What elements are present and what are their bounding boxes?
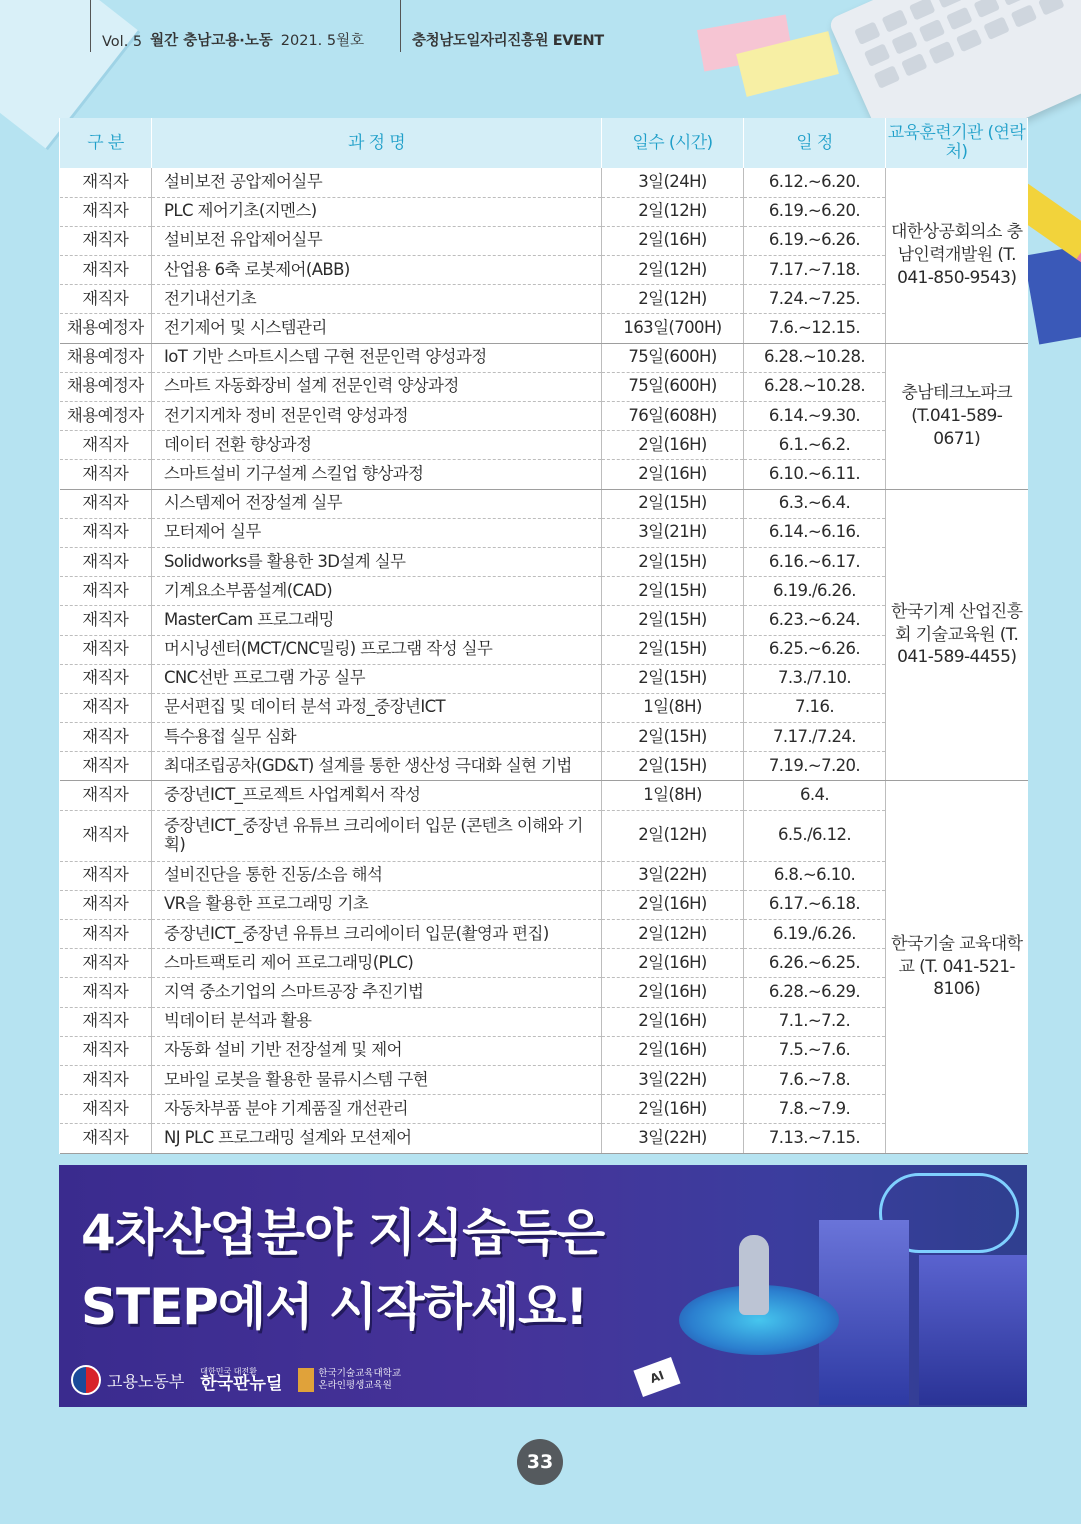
row-days: 75일(600H) <box>602 372 744 401</box>
row-course-name: 설비진단을 통한 진동/소음 해석 <box>152 861 602 890</box>
new-deal-logo-text: 한국판뉴딜 <box>200 1373 283 1394</box>
row-days: 3일(22H) <box>602 1124 744 1153</box>
header-days: 일수 (시간) <box>602 118 744 168</box>
row-days: 2일(15H) <box>602 577 744 606</box>
row-days: 3일(21H) <box>602 518 744 547</box>
row-course-name: 머시닝센터(MCT/CNC밀링) 프로그램 작성 실무 <box>152 635 602 664</box>
row-days: 2일(15H) <box>602 752 744 781</box>
row-category: 재직자 <box>60 606 152 635</box>
table-row <box>60 547 1028 576</box>
row-schedule: 6.17.~6.18. <box>744 890 886 919</box>
row-category: 재직자 <box>60 577 152 606</box>
row-schedule: 6.8.~6.10. <box>744 861 886 890</box>
row-schedule: 6.23.~6.24. <box>744 606 886 635</box>
row-course-name: CNC선반 프로그램 가공 실무 <box>152 664 602 693</box>
row-category: 채용예정자 <box>60 343 152 372</box>
row-schedule: 6.16.~6.17. <box>744 547 886 576</box>
tower-illustration <box>919 1255 1027 1405</box>
row-days: 2일(12H) <box>602 197 744 226</box>
table-row <box>60 226 1028 255</box>
header-issue: 2021. 5월호 <box>280 33 365 49</box>
banner-headline-2: STEP에서 시작하세요! <box>81 1278 588 1336</box>
page-header <box>90 0 630 72</box>
institution-contact: 한국기계 산업진흥회 기술교육원 (T. 041-589-4455) <box>886 489 1028 781</box>
row-category: 재직자 <box>60 518 152 547</box>
institution-contact: 대한상공회의소 충남인력개발원 (T. 041-850-9543) <box>886 168 1028 343</box>
institution-contact: 충남테크노파크 (T.041-589-0671) <box>886 343 1028 489</box>
row-category: 재직자 <box>60 978 152 1007</box>
table-row <box>60 256 1028 285</box>
row-schedule: 6.19./6.26. <box>744 577 886 606</box>
row-category: 채용예정자 <box>60 402 152 431</box>
row-schedule: 6.19.~6.26. <box>744 226 886 255</box>
table-row <box>60 890 1028 919</box>
institution-contact: 한국기술 교육대학교 (T. 041-521-8106) <box>886 781 1028 1153</box>
taeguk-icon <box>71 1365 101 1395</box>
row-category: 재직자 <box>60 1065 152 1094</box>
row-course-name: 스마트설비 기구설계 스킬업 향상과정 <box>152 460 602 489</box>
row-course-name: IoT 기반 스마트시스템 구현 전문인력 양성과정 <box>152 343 602 372</box>
table-header-row <box>60 118 1028 168</box>
row-days: 2일(16H) <box>602 1036 744 1065</box>
page-number: 33 <box>517 1439 563 1485</box>
row-days: 2일(16H) <box>602 1007 744 1036</box>
header-magazine: 월간 충남고용·노동 <box>150 33 273 49</box>
row-schedule: 7.17.~7.18. <box>744 256 886 285</box>
table-row <box>60 168 1028 197</box>
header-section: 충청남도일자리진흥원 EVENT <box>412 33 604 49</box>
row-category: 재직자 <box>60 635 152 664</box>
table-row <box>60 285 1028 314</box>
row-course-name: 중장년ICT_중장년 유튜브 크리에이터 입문(촬영과 편집) <box>152 920 602 949</box>
row-course-name: 산업용 6축 로봇제어(ABB) <box>152 256 602 285</box>
table-row <box>60 1007 1028 1036</box>
table-row <box>60 402 1028 431</box>
table-row <box>60 781 1028 810</box>
row-days: 3일(22H) <box>602 861 744 890</box>
row-schedule: 6.10.~6.11. <box>744 460 886 489</box>
row-category: 재직자 <box>60 285 152 314</box>
row-course-name: MasterCam 프로그래밍 <box>152 606 602 635</box>
row-days: 1일(8H) <box>602 693 744 722</box>
row-category: 재직자 <box>60 1124 152 1153</box>
row-days: 1일(8H) <box>602 781 744 810</box>
row-schedule: 6.5./6.12. <box>744 810 886 861</box>
row-course-name: 중장년ICT_프로젝트 사업계획서 작성 <box>152 781 602 810</box>
row-course-name: 모바일 로봇을 활용한 물류시스템 구현 <box>152 1065 602 1094</box>
row-schedule: 6.25.~6.26. <box>744 635 886 664</box>
row-schedule: 7.16. <box>744 693 886 722</box>
row-schedule: 6.19./6.26. <box>744 920 886 949</box>
row-days: 2일(15H) <box>602 489 744 518</box>
row-schedule: 6.28.~10.28. <box>744 372 886 401</box>
row-category: 채용예정자 <box>60 314 152 343</box>
banner-headline-1: 4차산업분야 지식습득은 <box>81 1204 605 1262</box>
header-institution: 교육훈련기관 (연락처) <box>886 118 1028 168</box>
row-days: 2일(15H) <box>602 723 744 752</box>
row-schedule: 6.4. <box>744 781 886 810</box>
row-course-name: 자동화 설비 기반 전장설계 및 제어 <box>152 1036 602 1065</box>
row-schedule: 7.6.~7.8. <box>744 1065 886 1094</box>
row-category: 재직자 <box>60 723 152 752</box>
table-row <box>60 518 1028 547</box>
row-category: 재직자 <box>60 1007 152 1036</box>
table-row <box>60 664 1028 693</box>
table-row <box>60 861 1028 890</box>
row-days: 75일(600H) <box>602 343 744 372</box>
row-days: 2일(12H) <box>602 810 744 861</box>
table-row <box>60 1065 1028 1094</box>
row-course-name: 스마트팩토리 제어 프로그래밍(PLC) <box>152 949 602 978</box>
row-days: 2일(12H) <box>602 920 744 949</box>
koreatech-logo-line2: 온라인평생교육원 <box>318 1380 392 1391</box>
row-days: 2일(15H) <box>602 664 744 693</box>
row-schedule: 6.14.~9.30. <box>744 402 886 431</box>
row-category: 재직자 <box>60 226 152 255</box>
row-course-name: NJ PLC 프로그래밍 설계와 모션제어 <box>152 1124 602 1153</box>
row-schedule: 7.3./7.10. <box>744 664 886 693</box>
row-category: 재직자 <box>60 920 152 949</box>
table-row <box>60 723 1028 752</box>
row-schedule: 7.13.~7.15. <box>744 1124 886 1153</box>
row-schedule: 6.3.~6.4. <box>744 489 886 518</box>
row-schedule: 6.26.~6.25. <box>744 949 886 978</box>
table-row <box>60 460 1028 489</box>
row-course-name: PLC 제어기초(지멘스) <box>152 197 602 226</box>
row-days: 76일(608H) <box>602 402 744 431</box>
row-course-name: 모터제어 실무 <box>152 518 602 547</box>
row-days: 2일(12H) <box>602 285 744 314</box>
row-course-name: 전기제어 및 시스템관리 <box>152 314 602 343</box>
ai-chip-icon: AI <box>633 1357 680 1397</box>
row-schedule: 7.17./7.24. <box>744 723 886 752</box>
row-category: 재직자 <box>60 431 152 460</box>
row-category: 재직자 <box>60 197 152 226</box>
row-course-name: 기계요소부품설계(CAD) <box>152 577 602 606</box>
course-table <box>59 118 1028 1154</box>
koreatech-emblem-icon <box>298 1368 314 1392</box>
table-row <box>60 810 1028 861</box>
row-course-name: Solidworks를 활용한 3D설계 실무 <box>152 547 602 576</box>
table-row <box>60 693 1028 722</box>
row-category: 재직자 <box>60 168 152 197</box>
table-row <box>60 577 1028 606</box>
banner-logos <box>71 1365 401 1395</box>
row-category: 재직자 <box>60 781 152 810</box>
row-category: 재직자 <box>60 256 152 285</box>
row-days: 2일(16H) <box>602 226 744 255</box>
row-schedule: 7.5.~7.6. <box>744 1036 886 1065</box>
row-schedule: 7.24.~7.25. <box>744 285 886 314</box>
row-category: 재직자 <box>60 810 152 861</box>
row-category: 재직자 <box>60 489 152 518</box>
row-schedule: 7.19.~7.20. <box>744 752 886 781</box>
row-schedule: 6.14.~6.16. <box>744 518 886 547</box>
row-course-name: 전기지게차 정비 전문인력 양성과정 <box>152 402 602 431</box>
table-row <box>60 343 1028 372</box>
row-days: 3일(22H) <box>602 1065 744 1094</box>
row-course-name: 최대조립공차(GD&T) 설계를 통한 생산성 극대화 실현 기법 <box>152 752 602 781</box>
row-course-name: 지역 중소기업의 스마트공장 추진기법 <box>152 978 602 1007</box>
table-row <box>60 949 1028 978</box>
row-category: 재직자 <box>60 693 152 722</box>
row-days: 2일(15H) <box>602 547 744 576</box>
table-row <box>60 920 1028 949</box>
header-course-name: 과 정 명 <box>152 118 602 168</box>
row-days: 2일(12H) <box>602 256 744 285</box>
row-category: 재직자 <box>60 460 152 489</box>
row-schedule: 7.8.~7.9. <box>744 1095 886 1124</box>
row-category: 재직자 <box>60 664 152 693</box>
robot-illustration <box>739 1235 769 1315</box>
row-course-name: 데이터 전환 향상과정 <box>152 431 602 460</box>
koreatech-logo <box>298 1368 401 1392</box>
row-days: 2일(16H) <box>602 1095 744 1124</box>
table-row <box>60 372 1028 401</box>
step-banner[interactable] <box>59 1165 1027 1407</box>
new-deal-logo <box>200 1368 282 1393</box>
row-days: 2일(15H) <box>602 635 744 664</box>
table-row <box>60 489 1028 518</box>
header-volume: Vol. 5 <box>102 34 143 50</box>
row-schedule: 6.19.~6.20. <box>744 197 886 226</box>
row-category: 재직자 <box>60 547 152 576</box>
row-days: 2일(16H) <box>602 431 744 460</box>
book-decoration <box>1024 245 1081 344</box>
table-row <box>60 635 1028 664</box>
table-row <box>60 197 1028 226</box>
row-days: 2일(16H) <box>602 460 744 489</box>
row-course-name: VR을 활용한 프로그래밍 기초 <box>152 890 602 919</box>
row-course-name: 문서편집 및 데이터 분석 과정_중장년ICT <box>152 693 602 722</box>
row-schedule: 6.12.~6.20. <box>744 168 886 197</box>
table-row <box>60 978 1028 1007</box>
moel-logo <box>71 1365 184 1395</box>
row-days: 2일(16H) <box>602 949 744 978</box>
table-row <box>60 314 1028 343</box>
row-category: 재직자 <box>60 1036 152 1065</box>
koreatech-logo-line1: 한국기술교육대학교 <box>318 1368 401 1380</box>
table-row <box>60 1124 1028 1153</box>
row-course-name: 스마트 자동화장비 설계 전문인력 양상과정 <box>152 372 602 401</box>
header-schedule: 일 정 <box>744 118 886 168</box>
row-course-name: 전기내선기초 <box>152 285 602 314</box>
row-schedule: 7.1.~7.2. <box>744 1007 886 1036</box>
row-course-name: 특수용접 실무 심화 <box>152 723 602 752</box>
row-schedule: 6.1.~6.2. <box>744 431 886 460</box>
row-course-name: 시스템제어 전장설계 실무 <box>152 489 602 518</box>
row-course-name: 설비보전 공압제어실무 <box>152 168 602 197</box>
moel-logo-text: 고용노동부 <box>107 1371 185 1391</box>
row-category: 재직자 <box>60 890 152 919</box>
row-schedule: 6.28.~6.29. <box>744 978 886 1007</box>
row-category: 채용예정자 <box>60 372 152 401</box>
row-schedule: 7.6.~12.15. <box>744 314 886 343</box>
table-row <box>60 431 1028 460</box>
row-days: 2일(16H) <box>602 978 744 1007</box>
row-days: 163일(700H) <box>602 314 744 343</box>
row-course-name: 빅데이터 분석과 활용 <box>152 1007 602 1036</box>
row-category: 재직자 <box>60 949 152 978</box>
table-row <box>60 606 1028 635</box>
row-category: 재직자 <box>60 752 152 781</box>
row-days: 2일(15H) <box>602 606 744 635</box>
header-divider <box>90 0 91 52</box>
header-category: 구 분 <box>60 118 152 168</box>
row-course-name: 중장년ICT_중장년 유튜브 크리에이터 입문 (콘텐츠 이해와 기획) <box>152 810 602 861</box>
row-days: 2일(16H) <box>602 890 744 919</box>
table-row <box>60 1036 1028 1065</box>
row-days: 3일(24H) <box>602 168 744 197</box>
header-divider <box>400 0 401 52</box>
row-course-name: 설비보전 유압제어실무 <box>152 226 602 255</box>
row-course-name: 자동차부품 분야 기계품질 개선관리 <box>152 1095 602 1124</box>
row-category: 재직자 <box>60 861 152 890</box>
table-row <box>60 752 1028 781</box>
table-row <box>60 1095 1028 1124</box>
row-schedule: 6.28.~10.28. <box>744 343 886 372</box>
new-deal-logo-small: 대한민국 대전환 <box>200 1366 257 1376</box>
row-category: 재직자 <box>60 1095 152 1124</box>
